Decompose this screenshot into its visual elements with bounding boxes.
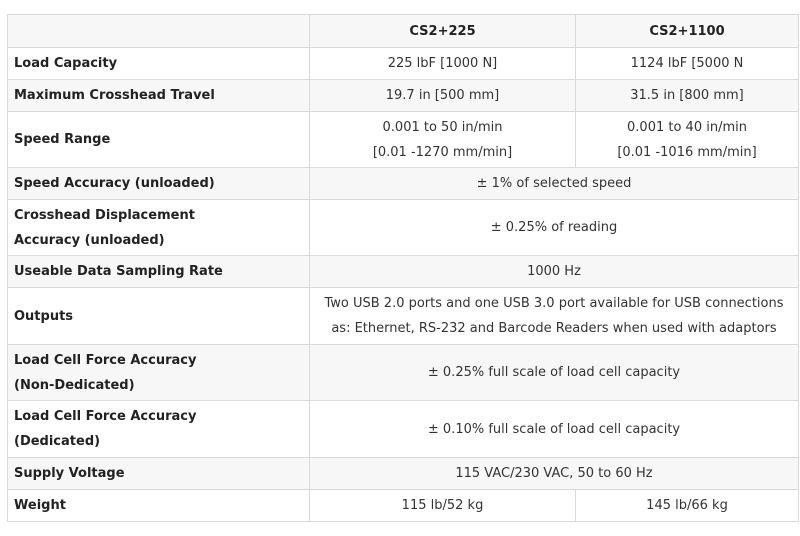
row-label-load-capacity: Load Capacity xyxy=(8,48,310,80)
max-travel-cs2-1100: 31.5 in [800 mm] xyxy=(576,80,799,112)
displacement-accuracy-value: ± 0.25% of reading xyxy=(310,200,799,256)
table-header-row xyxy=(8,15,799,48)
row-label-speed-accuracy: Speed Accuracy (unloaded) xyxy=(8,168,310,200)
speed-range-cs2-1100 xyxy=(576,112,799,168)
header-model-cs2-1100: CS2+1100 xyxy=(576,15,799,48)
outputs-value xyxy=(310,288,799,345)
load-capacity-cs2-225: 225 lbF [1000 N] xyxy=(310,48,576,80)
load-capacity-cs2-1100: 1124 lbF [5000 N xyxy=(576,48,799,80)
row-label-force-dedicated xyxy=(8,401,310,458)
speed-range-cs2-1100-line1: 0.001 to 40 in/min xyxy=(627,119,747,135)
outputs-value-line2: as: Ethernet, RS-232 and Barcode Readers when used with adaptors xyxy=(331,321,777,336)
table-row xyxy=(8,458,799,490)
speed-range-cs2-225 xyxy=(310,112,576,168)
table-row xyxy=(8,401,799,458)
displacement-accuracy-label-line2: Accuracy (unloaded) xyxy=(14,232,165,248)
table-row xyxy=(8,345,799,401)
weight-cs2-1100: 145 lb/66 kg xyxy=(576,490,799,522)
force-non-dedicated-label-line2: (Non-Dedicated) xyxy=(14,377,135,393)
table-row xyxy=(8,490,799,522)
table-row xyxy=(8,256,799,288)
row-label-sampling-rate: Useable Data Sampling Rate xyxy=(8,256,310,288)
table-row xyxy=(8,112,799,168)
table-row xyxy=(8,200,799,256)
force-non-dedicated-label-line1: Load Cell Force Accuracy xyxy=(14,352,197,368)
force-dedicated-value: ± 0.10% full scale of load cell capacity xyxy=(310,401,799,458)
table-row xyxy=(8,168,799,200)
force-dedicated-label-line2: (Dedicated) xyxy=(14,434,101,449)
sampling-rate-value: 1000 Hz xyxy=(310,256,799,288)
weight-cs2-225: 115 lb/52 kg xyxy=(310,490,576,522)
speed-range-cs2-225-line1: 0.001 to 50 in/min xyxy=(382,119,503,135)
row-label-weight: Weight xyxy=(8,490,310,522)
row-label-speed-range: Speed Range xyxy=(8,112,310,168)
table-row xyxy=(8,80,799,112)
max-travel-cs2-225: 19.7 in [500 mm] xyxy=(310,80,576,112)
speed-range-cs2-1100-line2: [0.01 -1016 mm/min] xyxy=(617,144,757,160)
header-empty-cell xyxy=(8,15,310,48)
header-model-cs2-225: CS2+225 xyxy=(310,15,576,48)
row-label-outputs: Outputs xyxy=(8,288,310,345)
speed-accuracy-value: ± 1% of selected speed xyxy=(310,168,799,200)
row-label-supply-voltage: Supply Voltage xyxy=(8,458,310,490)
force-non-dedicated-value: ± 0.25% full scale of load cell capacity xyxy=(310,345,799,401)
outputs-value-line1: Two USB 2.0 ports and one USB 3.0 port available for USB connections xyxy=(324,296,784,311)
row-label-force-non-dedicated xyxy=(8,345,310,401)
speed-range-cs2-225-line2: [0.01 -1270 mm/min] xyxy=(372,144,513,160)
supply-voltage-value: 115 VAC/230 VAC, 50 to 60 Hz xyxy=(310,458,799,490)
displacement-accuracy-label-line1: Crosshead Displacement xyxy=(14,207,195,223)
table-row xyxy=(8,288,799,345)
table-row xyxy=(8,48,799,80)
row-label-max-travel: Maximum Crosshead Travel xyxy=(8,80,310,112)
row-label-displacement-accuracy xyxy=(8,200,310,256)
force-dedicated-label-line1: Load Cell Force Accuracy xyxy=(14,409,197,424)
specifications-table xyxy=(7,14,799,522)
